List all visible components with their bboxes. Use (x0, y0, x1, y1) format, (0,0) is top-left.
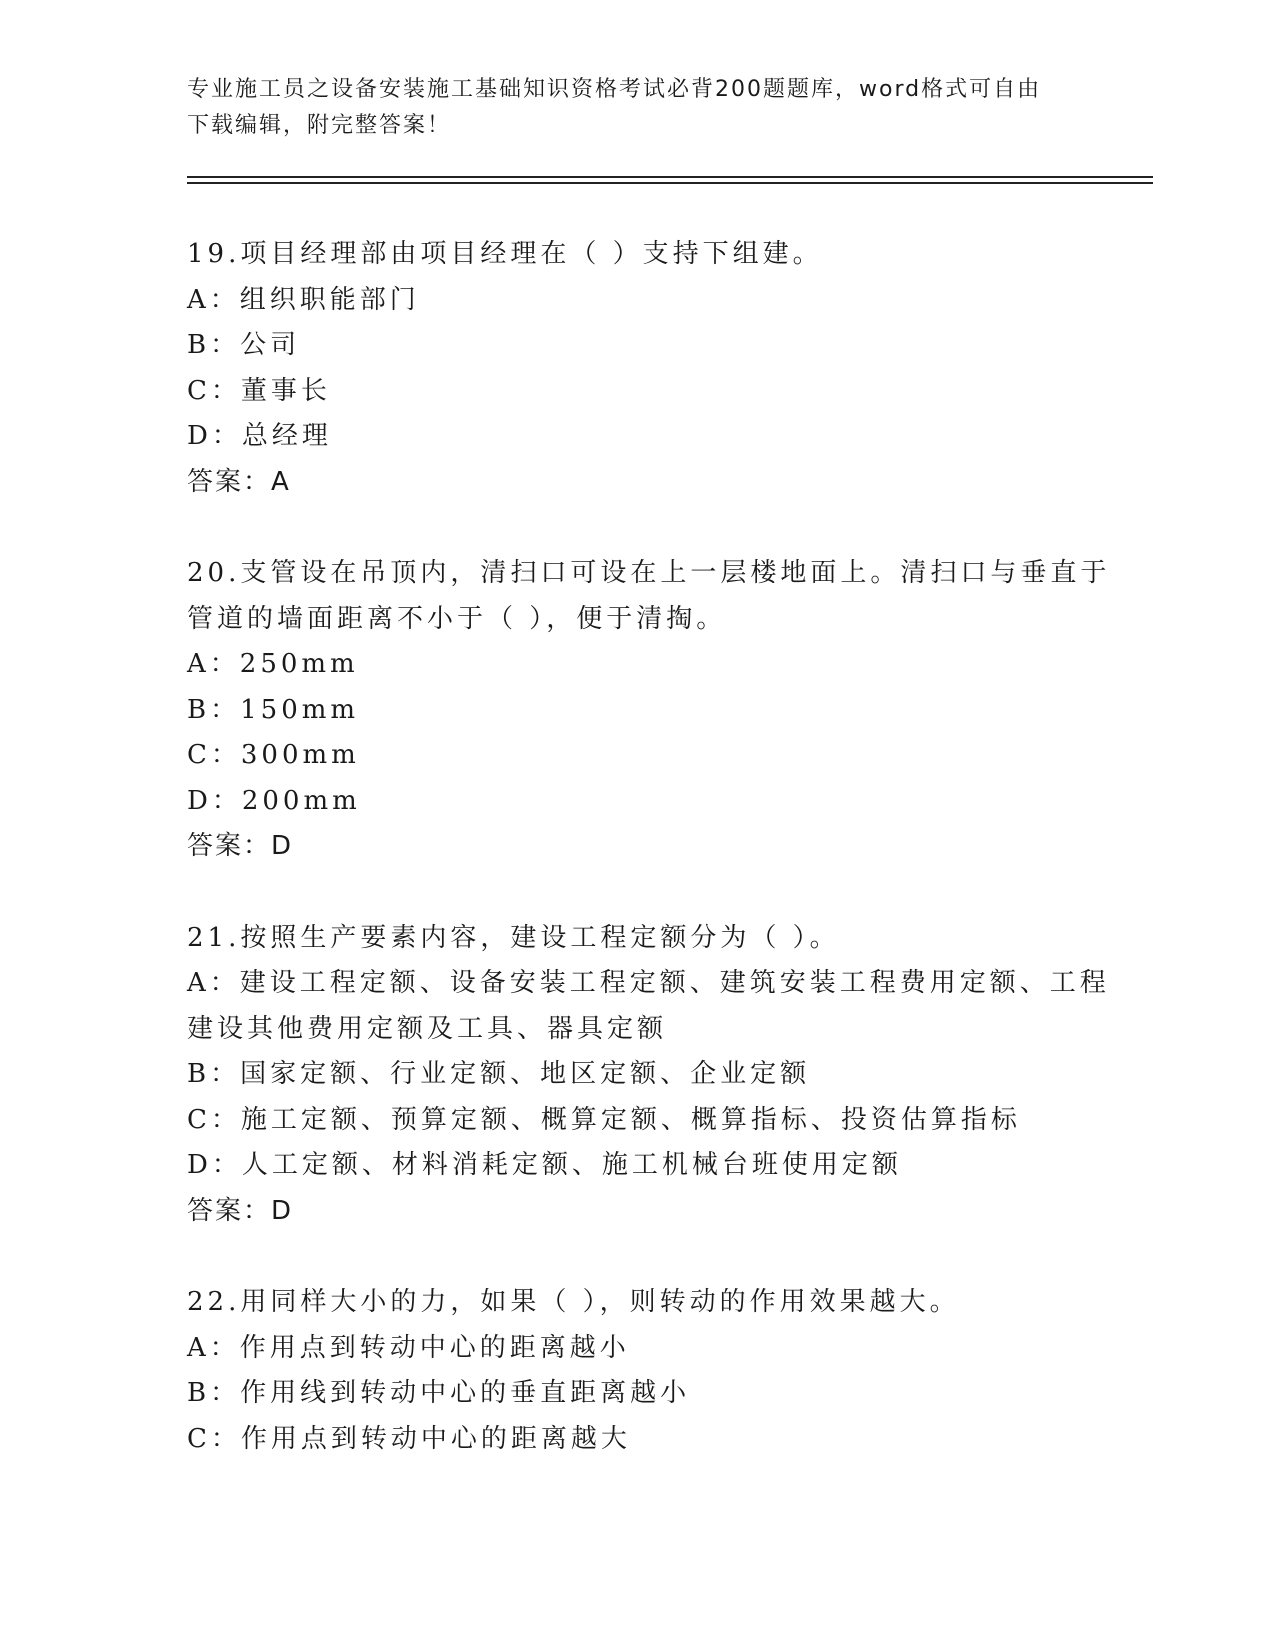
question-21 (187, 916, 1110, 1235)
option-a: A：250mm (187, 649, 359, 679)
document-header (187, 72, 1077, 144)
option-c: C：施工定额、预算定额、概算定额、概算指标、投资估算指标 (187, 1104, 1021, 1135)
question-19 (187, 232, 1087, 505)
header-divider-top (187, 176, 1153, 178)
question-stem: 19.项目经理部由项目经理在（ ）支持下组建。 (187, 239, 823, 269)
option-a: A：建设工程定额、设备安装工程定额、建筑安装工程费用定额、工程 (187, 968, 1110, 998)
option-b: B：150mm (187, 694, 360, 725)
option-d: D：200mm (187, 785, 361, 816)
option-a-continued: 建设其他费用定额及工具、器具定额 (187, 1013, 668, 1044)
answer: 答案：A (187, 466, 291, 497)
option-d: D：总经理 (187, 421, 332, 451)
option-a: A：组织职能部门 (187, 284, 420, 315)
option-c: C：作用点到转动中心的距离越大 (187, 1423, 631, 1454)
question-20 (187, 551, 1111, 870)
header-line-1: 专业施工员之设备安装施工基础知识资格考试必背200题题库，word格式可自由 (187, 77, 1042, 102)
question-stem: 22.用同样大小的力，如果（ ），则转动的作用效果越大。 (187, 1287, 960, 1317)
question-stem-continued: 管道的墙面距离不小于（ ），便于清掏。 (187, 603, 727, 634)
question-stem: 20.支管设在吊顶内，清扫口可设在上一层楼地面上。清扫口与垂直于 (187, 558, 1111, 588)
answer: 答案：D (187, 831, 294, 861)
option-b: B：国家定额、行业定额、地区定额、企业定额 (187, 1059, 811, 1089)
option-b: B：公司 (187, 330, 301, 360)
option-d: D：人工定额、材料消耗定额、施工机械台班使用定额 (187, 1150, 902, 1180)
question-list (187, 232, 1111, 1508)
header-line-2: 下载编辑，附完整答案！ (187, 113, 452, 138)
answer: 答案：D (187, 1195, 294, 1226)
question-stem: 21.按照生产要素内容，建设工程定额分为（ ）。 (187, 922, 840, 953)
question-22 (187, 1280, 1087, 1462)
option-a: A：作用点到转动中心的距离越小 (187, 1332, 630, 1363)
header-divider-bottom (187, 182, 1153, 184)
option-c: C：董事长 (187, 375, 331, 406)
option-b: B：作用线到转动中心的垂直距离越小 (187, 1378, 691, 1408)
option-c: C：300mm (187, 740, 360, 770)
